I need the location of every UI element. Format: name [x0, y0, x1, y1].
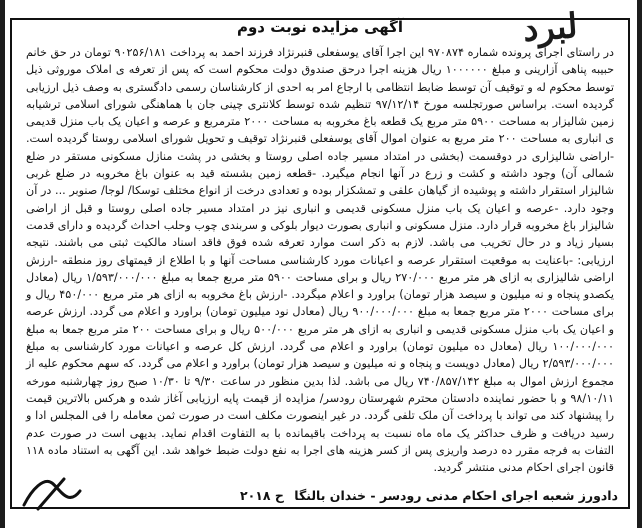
pen-scribble-icon [18, 469, 88, 515]
notice-body [26, 44, 614, 476]
footer-signature: دادورز شعبه اجرای احکام مدنی رودسر - خندان بالنگا [294, 488, 618, 503]
scan-border-left [0, 0, 5, 528]
footer-code: ح ۲۰۱۸ [240, 488, 284, 503]
notice-frame [10, 6, 630, 509]
scan-border-right [637, 0, 642, 528]
notice-title: آگهی مزایده نوبت دوم [236, 18, 404, 36]
notice-footer [22, 488, 618, 503]
notice-body-paragraph: در راستای اجرای پرونده شماره ۹۷۰۸۷۴ این اجرا آقای یوسفعلی قنبرنژاد فرزند احمد به پرداخت ۹۰۲۵۶/۱۸۱ تومان در حق خانم حبیبه پناهی آزارینی و مبلغ ۱۰۰۰۰۰۰ ریال هزینه اجرا درحق صندوق دولت محکوم است که پس از تعرفه ی املاک موروثی ذیل توسط محکوم له و توقیف آن توسط ضابط انتظامی با ارجاع امر به احدی از کارشناسان رسمی دادگستری به وصف ذیل ارزیابی گردیده است. براساس صورتجلسه مورخ ۹۷/۱۲/۱۴ تنظیم شده توسط کلانتری چینی جان با هماهنگی شورای اسلامی ترشیابه زمین شالیزار به مساحت ۵۹۰۰ متر مربع یک قطعه باغ مخروبه به مساحت ۲۰۰۰ مترمربع و عرصه و اعیان یک باب منزل قدیمی ی انباری به مساحت ۲۰۰ متر مربع به عنوان اموال آقای یوسفعلی قنبرنژاد توقیف و تحویل شورای اسلامی روستا گردیده است. -اراضی شالیزاری در دوقسمت (بخشی در امتداد مسیر جاده اصلی روستا و بخشی در پشت منازل مسکونی مستقر در ضلع شمالی آن) وجود داشته و کشت و زرع در آنها انجام میگیرد. -قطعه زمین بشسته قید به عنوان باغ مخروبه در ضلع غربی شالیزار استقرار داشته و پوشیده از گیاهان علفی و تمشکزار بوده و تعدادی درخت از انواع مختلف توسکا/ لوجا/ صنوبر ... در آن وجود دارد. -عرصه و اعیان یک باب منزل مسکونی قدیمی و انباری نیز در امتداد مسیر جاده اصلی روستا و قبل از اراضی شالیزار باغ مخروبه قرار دارد. منزل مسکونی و انباری بصورت دیوار بلوکی و سربندی چوب وحلب احداث گردیده و دارای قدمت بسیار زیاد و در حال تخریب می باشد. لازم به ذکر است موارد تعرفه شده فوق فاقد اسناد مالکیت ثبتی می باشند. نتیجه ارزیابی: -باعنایت به موقعیت استقرار عرصه و اعیانات مورد کارشناسی مساحت آنها و با اطلاع از قیمتهای روز منطقه -ارزش اراضی شالیزاری به ازای هر متر مربع ۲۷۰/۰۰۰ ریال و برای مساحت ۵۹۰۰ متر مربع جمعا به مبلغ ۱/۵۹۳/۰۰۰/۰۰۰ ریال (معادل یکصدو پنجاه و نه میلیون و سیصد هزار تومان) براورد و اعلام میگردد. -ارزش باغ مخروبه به ازای هر متر مربع ۴۵۰/۰۰۰ ریال و برای مساحت ۲۰۰۰ متر مربع جمعا به مبلغ ۹۰۰/۰۰۰/۰۰۰ ریال (معادل نود میلیون تومان) براورد و اعلام می گردد. ارزش عرصه و اعیان یک باب منزل مسکونی قدیمی و انباری به ازای هر متر مربع ۵۰۰/۰۰۰ ریال و برای مساحت ۲۰۰ متر مربع جمعا به مبلغ ۱۰۰/۰۰۰/۰۰۰ ریال (معادل ده میلیون تومان) براورد و اعلام می گردد. ارزش کل عرصه و اعیانات مورد کارشناسی به مبلغ ۲/۵۹۳/۰۰۰/۰۰۰ ریال (معادل دویست و پنجاه و نه میلیون و سیصد هزار تومان) براورد و اعلام می گردد. که سهم محکوم علیه از مجموع ارزش اموال به مبلغ ۷۴۰/۸۵۷/۱۴۲ ریال می باشد. لذا بدین منظور در ساعت ۹/۳۰ تا ۱۰/۳۰ صبح روز چهارشنبه مورخه ۹۸/۱۰/۱۱ و با حضور نماینده دادستان محترم شهرستان رودسر/ مزایده از قیمت پایه ارزیابی آغاز شده و هرکس بالاترین قیمت را پیشنهاد کند می تواند با پرداخت آن ملک تلفی گردد. در غیر اینصورت مکلف است در صورت ثمن معامله را فی المجلس ادا و رسید دریافت و ظرف حداکثر یک ماه ماه نسبت به پرداخت باقیمانده با به التفاوت اقدام نماید. بدیهی است در صورت عدم التفات به فرجه مقرر ده درصد واریزی پس از کسر هزینه های اجرا به نفع دولت ضبط خواهد شد. این آگهی به استناد ماده ۱۱۸ قانون اجرای احکام مدنی منتشر گردید. [26, 46, 615, 475]
handwritten-stamp: لبرد [522, 6, 580, 50]
